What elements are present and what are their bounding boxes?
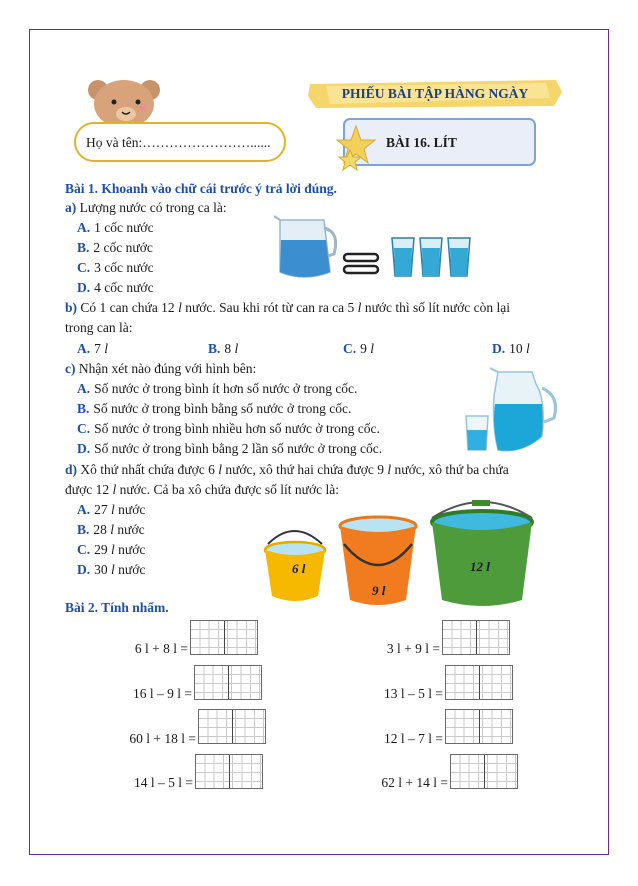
option-c-A[interactable]: A. Số nước ở trong bình ít hơn số nước ở trong cốc. — [77, 381, 358, 396]
equation-right-2: 13 l – 5 l = — [384, 686, 443, 701]
name-label: Họ và tên:……………………...... — [86, 135, 271, 150]
equation-left-2: 16 l – 9 l = — [133, 686, 192, 701]
bucket-label-1: 6 l — [292, 561, 306, 576]
option-b-A[interactable]: A. 7 l — [77, 341, 109, 356]
answer-grid-right-4[interactable] — [450, 754, 518, 789]
answer-grid-left-3[interactable] — [198, 709, 266, 744]
page-title: PHIẾU BÀI TẬP HÀNG NGÀY — [341, 86, 529, 101]
star-icon — [336, 124, 376, 172]
option-b-C[interactable]: C. 9 l — [343, 341, 375, 356]
question-c: c) Nhận xét nào đúng với hình bên: — [65, 361, 257, 376]
answer-grid-right-1[interactable] — [442, 620, 510, 655]
equation-right-1: 3 l + 9 l = — [386, 641, 440, 656]
option-c-D[interactable]: D. Số nước ở trong bình bằng 2 lần số nước ở trong cốc. — [77, 441, 383, 456]
equation-right-3: 12 l – 7 l = — [384, 731, 443, 746]
option-b-D[interactable]: D. 10 l — [492, 341, 530, 356]
option-a-C[interactable]: C. 3 cốc nước — [77, 260, 154, 275]
option-d-D[interactable]: D. 30 l nước — [77, 562, 146, 577]
answer-grid-right-2[interactable] — [445, 665, 513, 700]
pitcher-equals-cups-illustration — [274, 210, 484, 284]
option-d-C[interactable]: C. 29 l nước — [77, 542, 146, 557]
option-a-B[interactable]: B. 2 cốc nước — [77, 240, 153, 255]
option-d-A[interactable]: A. 27 l nước — [77, 502, 146, 517]
answer-grid-left-4[interactable] — [195, 754, 263, 789]
option-c-B[interactable]: B. Số nước ở trong bình bằng số nước ở trong cốc. — [77, 401, 352, 416]
answer-grid-right-3[interactable] — [445, 709, 513, 744]
equation-left-1: 6 l + 8 l = — [134, 641, 188, 656]
buckets-illustration — [260, 496, 550, 610]
equation-left-4: 14 l – 5 l = — [134, 775, 193, 790]
option-a-A[interactable]: A. 1 cốc nước — [77, 220, 154, 235]
question-d: d) Xô thứ nhất chứa được 6 l nước, xô thứ hai chứa được 9 l nước, xô thứ ba chứa — [65, 462, 509, 477]
bucket-label-3: 12 l — [470, 559, 490, 574]
option-a-D[interactable]: D. 4 cốc nước — [77, 280, 154, 295]
option-b-B[interactable]: B. 8 l — [208, 341, 239, 356]
question-b-line2: trong can là: — [65, 320, 133, 335]
option-d-B[interactable]: B. 28 l nước — [77, 522, 145, 537]
lesson-title: BÀI 16. LÍT — [386, 135, 457, 150]
answer-grid-left-1[interactable] — [190, 620, 258, 655]
question-b: b) Có 1 can chứa 12 l nước. Sau khi rót từ can ra ca 5 l nước thì số lít nước còn lại — [65, 300, 510, 315]
bear-illustration — [84, 70, 164, 128]
exercise-2-heading: Bài 2. Tính nhẩm. — [65, 600, 169, 615]
question-d-line2: được 12 l nước. Cả ba xô chứa được số lít nước là: — [65, 482, 339, 497]
equation-left-3: 60 l + 18 l = — [129, 731, 196, 746]
exercise-1-heading: Bài 1. Khoanh vào chữ cái trước ý trả lời đúng. — [65, 181, 337, 196]
jug-and-glass-illustration — [462, 366, 562, 456]
equation-right-4: 62 l + 14 l = — [381, 775, 448, 790]
answer-grid-left-2[interactable] — [194, 665, 262, 700]
bucket-label-2: 9 l — [372, 583, 386, 598]
question-a: a) Lượng nước có trong ca là: — [65, 200, 227, 215]
option-c-C[interactable]: C. Số nước ở trong bình nhiều hơn số nước ở trong cốc. — [77, 421, 380, 436]
